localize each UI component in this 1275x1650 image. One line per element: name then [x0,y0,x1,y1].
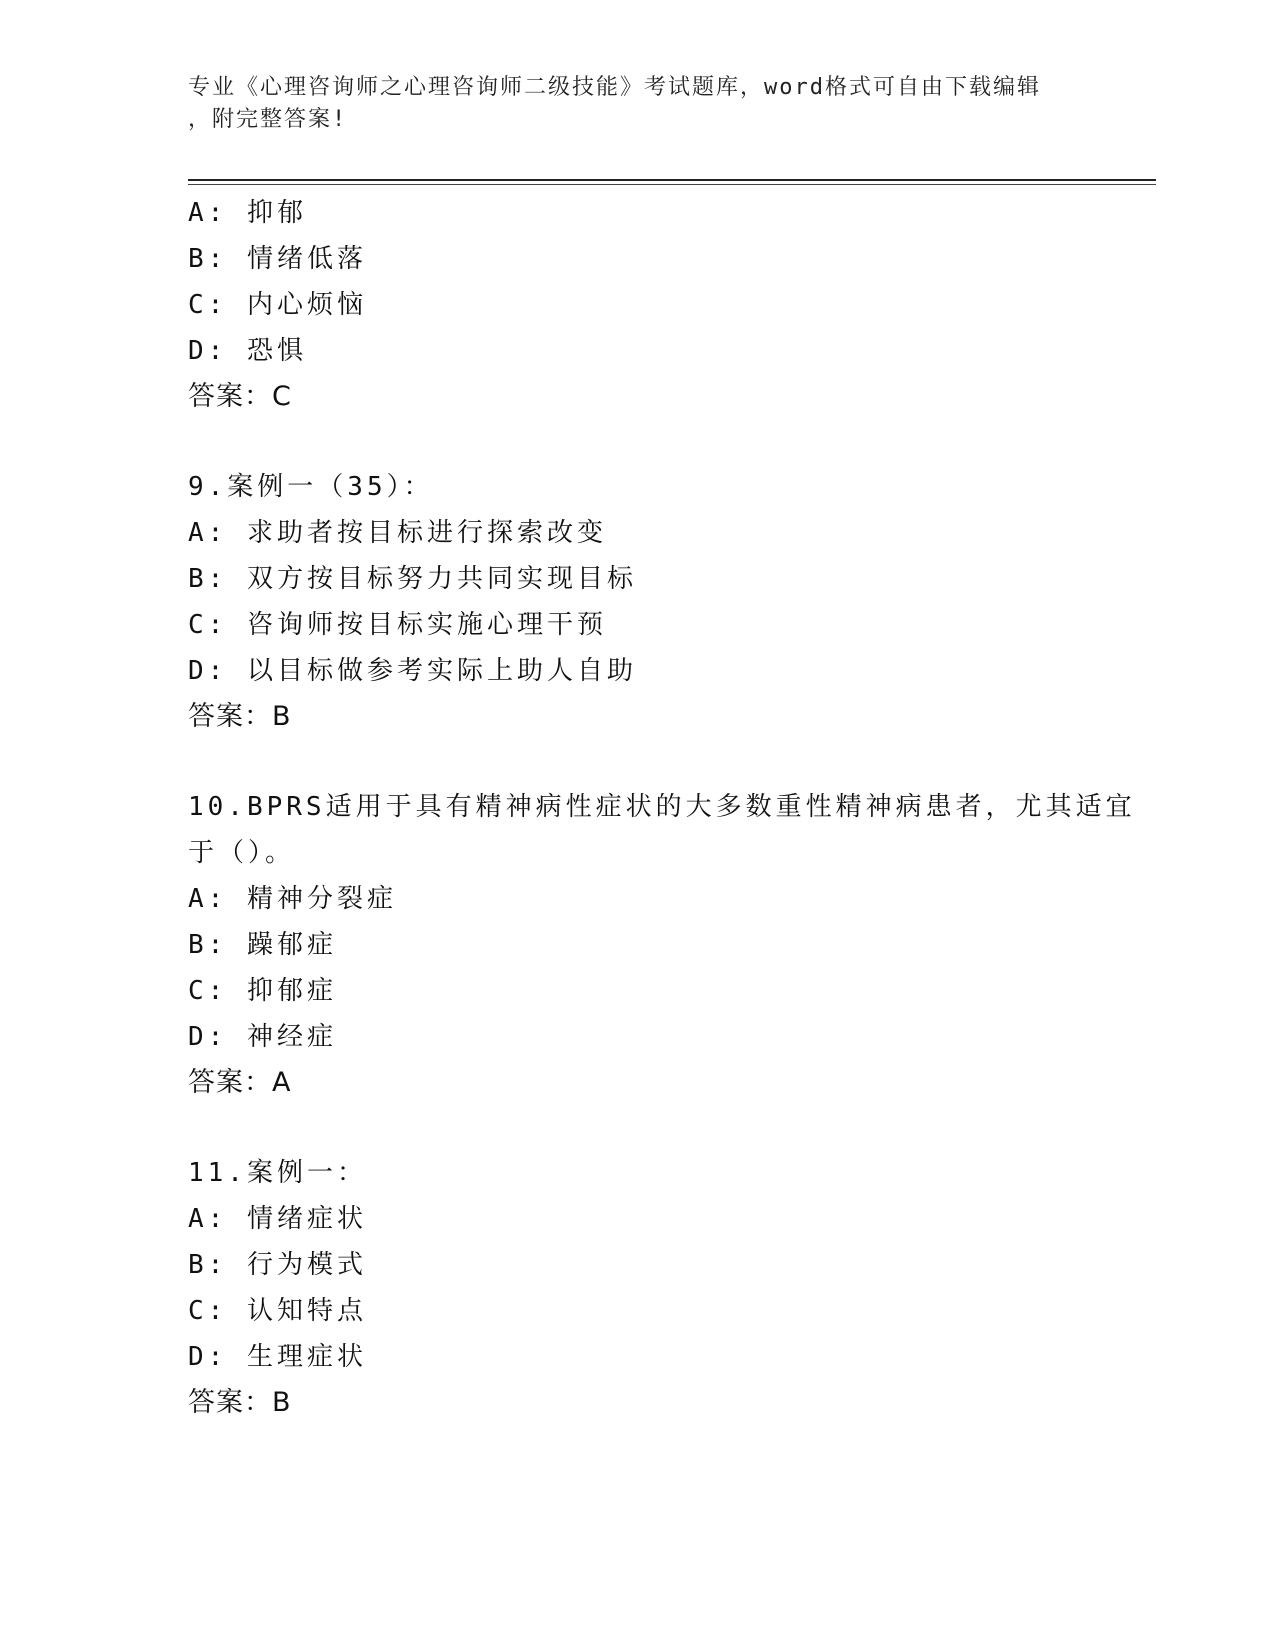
question-text-line-2: 于（）。 [188,838,296,868]
option-d: D: 生理症状 [188,1342,367,1372]
option-b: B: 行为模式 [188,1250,367,1280]
option-c: C: 内心烦恼 [188,290,367,320]
option-a: A: 抑郁 [188,198,307,228]
option-b: B: 躁郁症 [188,930,337,960]
option-d: D: 恐惧 [188,336,307,366]
answer-line: 答案：B [188,1387,292,1418]
answer-line: 答案：A [188,1067,292,1098]
question-block-10 [188,784,1136,1106]
question-list [188,190,1136,1426]
spacer [188,740,1088,784]
question-block-prev [188,190,1088,420]
header-divider-thin [188,184,1156,185]
question-text-line-1: 10.BPRS适用于具有精神病性症状的大多数重性精神病患者，尤其适宜 [188,792,1136,822]
option-b: B: 双方按目标努力共同实现目标 [188,564,637,594]
question-block-11 [188,1150,1088,1426]
option-a: A: 求助者按目标进行探索改变 [188,518,607,548]
option-c: C: 抑郁症 [188,976,337,1006]
option-d: D: 神经症 [188,1022,337,1052]
header-line-2: ，附完整答案! [188,107,348,132]
question-block-9 [188,464,1088,740]
option-c: C: 认知特点 [188,1296,367,1326]
question-text: 11.案例一： [188,1158,367,1188]
option-b: B: 情绪低落 [188,244,367,274]
option-a: A: 精神分裂症 [188,884,397,914]
option-a: A: 情绪症状 [188,1204,367,1234]
document-header [188,72,1088,136]
answer-line: 答案：C [188,381,292,412]
header-line-1: 专业《心理咨询师之心理咨询师二级技能》考试题库，word格式可自由下载编辑 [188,75,1041,100]
answer-line: 答案：B [188,701,292,732]
header-divider-thick [188,179,1156,181]
spacer [188,420,1088,464]
spacer [188,1106,1088,1150]
option-d: D: 以目标做参考实际上助人自助 [188,656,637,686]
question-text: 9.案例一（35）： [188,472,434,502]
option-c: C: 咨询师按目标实施心理干预 [188,610,607,640]
